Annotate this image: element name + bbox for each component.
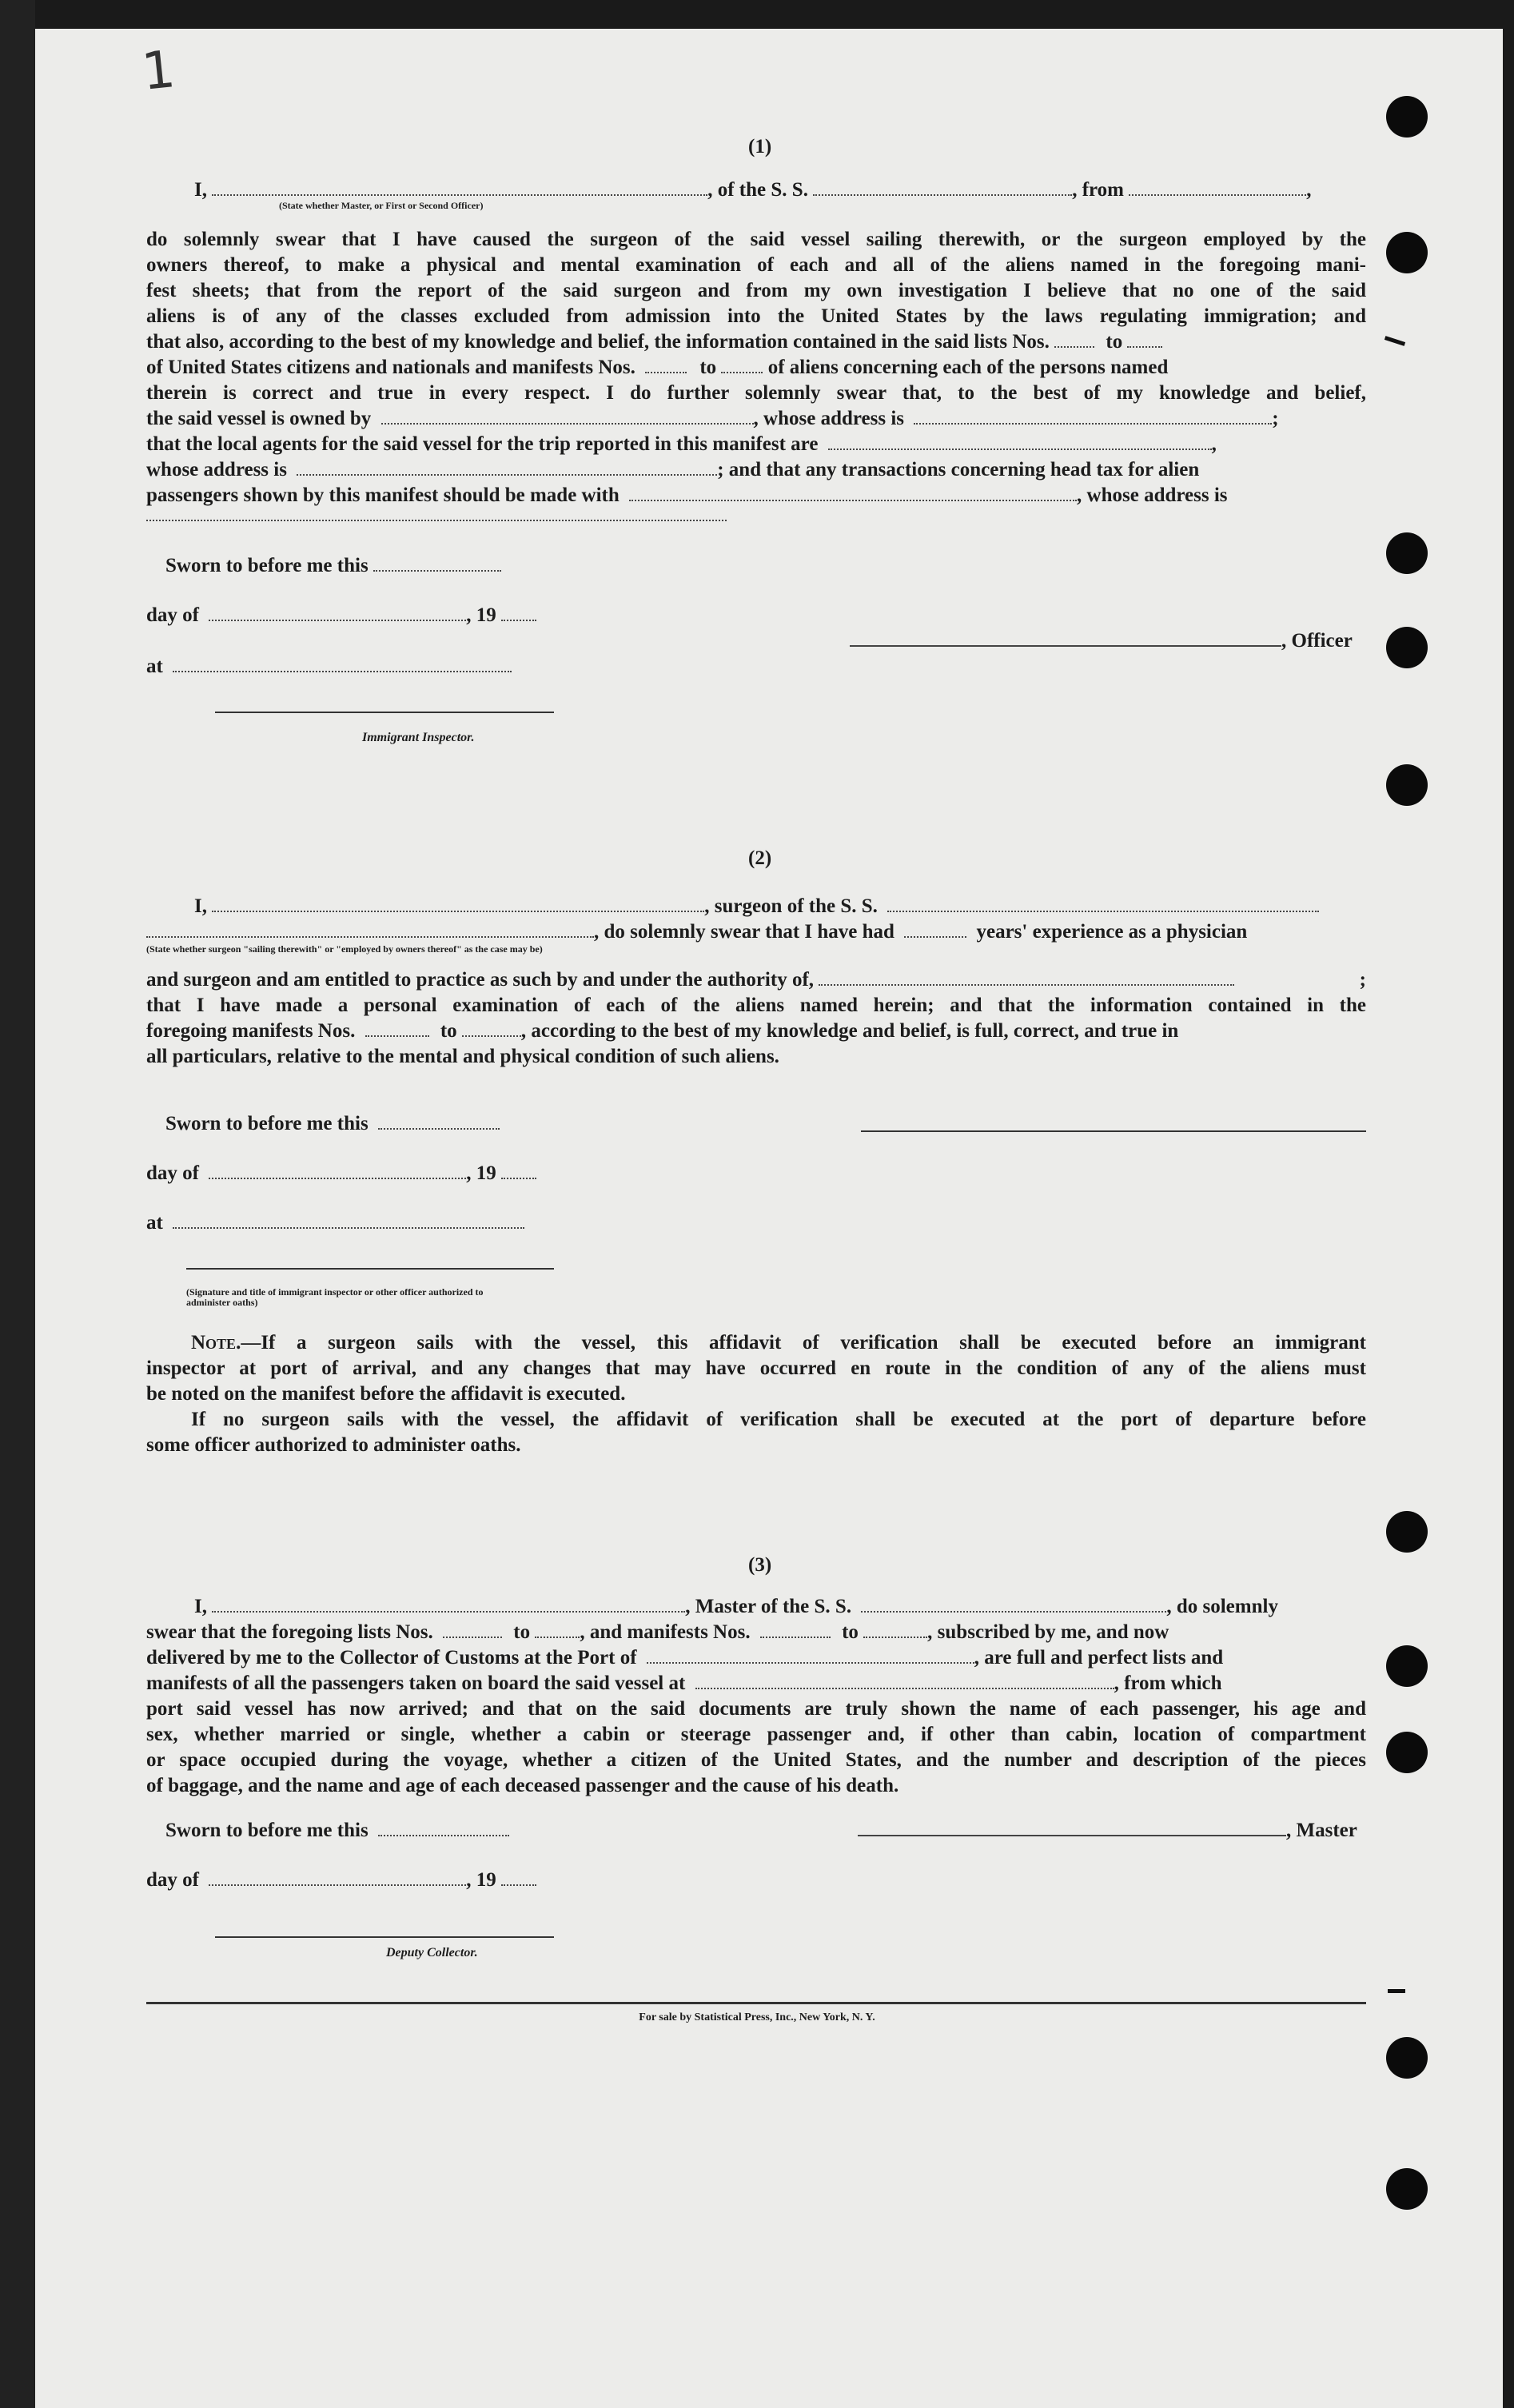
punch-hole	[1386, 96, 1428, 138]
sworn-line: Sworn to before me this	[146, 1818, 1366, 1843]
master-vessel-field[interactable]	[861, 1597, 1166, 1613]
surgeon-vessel-field[interactable]	[887, 896, 1319, 912]
sworn-line: Sworn to before me this	[146, 1111, 1366, 1136]
day-of-field[interactable]	[209, 1163, 466, 1179]
collector-port-line: delivered by me to the Collector of Customs at the Port of , are full and perfect lists and	[146, 1647, 1224, 1668]
master-text-line: sex, whether married or single, whether a cabin or steerage passenger and, if other than cabin, location of compartment	[146, 1724, 1366, 1745]
head-tax-agent-field[interactable]	[629, 485, 1077, 501]
manifest-from-field[interactable]	[760, 1622, 831, 1638]
no-surgeon-line: If no surgeon sails with the vessel, the affidavit of verification shall be executed at the port of departure before	[191, 1409, 1366, 1430]
oath-text-line: therein is correct and true in every respect. I do further solemnly swear that, to the best of my knowledge and belief,	[146, 382, 1366, 404]
officer-title-note: (State whether Master, or First or Second Officer)	[279, 200, 484, 211]
at-line: at	[146, 654, 1366, 679]
lists-line: swear that the foregoing lists Nos. to , and manifests Nos. to , subscribed by me, and now	[146, 1621, 1169, 1643]
footer-rule	[146, 2002, 1366, 2004]
manifest-to-field[interactable]	[721, 357, 763, 373]
section-1-number: (1)	[748, 136, 772, 157]
label: I,	[194, 179, 207, 201]
master-text-line: or space occupied during the voyage, whether a citizen of the United States, and the number and description of the pieces	[146, 1749, 1366, 1771]
officer-title-field[interactable]	[212, 180, 707, 196]
surgeon-text-line: that I have made a personal examination of each of the aliens named herein; and that the information contained in the	[146, 995, 1366, 1016]
oath-text-line: owners thereof, to make a physical and mental examination of each and all of the aliens named in the foregoing mani-	[146, 254, 1366, 276]
scan-mark	[1388, 1989, 1405, 1993]
label: ,	[1306, 179, 1312, 201]
year-field[interactable]	[501, 605, 536, 621]
punch-hole	[1386, 1645, 1428, 1687]
surgeon-manifests-line: foregoing manifests Nos. to , according to the best of my knowledge and belief, is full, correct, and true in	[146, 1020, 1179, 1042]
punch-hole	[1386, 232, 1428, 273]
at-place-field[interactable]	[173, 656, 512, 672]
departure-port-field[interactable]	[1129, 180, 1306, 196]
head-tax-address-field[interactable]	[146, 520, 727, 521]
collector-signature-field[interactable]	[215, 1936, 554, 1938]
year-field[interactable]	[501, 1870, 536, 1886]
lists-to-field[interactable]	[535, 1622, 580, 1638]
sworn-date-field[interactable]	[378, 1820, 509, 1836]
no-surgeon-line: some officer authorized to administer oaths.	[146, 1434, 521, 1456]
embark-port-field[interactable]	[695, 1673, 1114, 1689]
years-experience-field[interactable]	[904, 922, 966, 938]
agent-address-line: whose address is ; and that any transactions concerning head tax for alien	[146, 459, 1200, 480]
day-of-field[interactable]	[209, 1870, 466, 1886]
note-line: Note.—If a surgeon sails with the vessel, this affidavit of verification shall be executed before an immigrant	[191, 1332, 1366, 1354]
vessel-name-field[interactable]	[813, 180, 1072, 196]
lists-to-field[interactable]	[1127, 332, 1162, 348]
master-oath-line	[146, 177, 1366, 202]
manifest-from-field[interactable]	[645, 357, 687, 373]
collector-caption: Deputy Collector.	[386, 1946, 478, 1959]
section-3-number: (3)	[748, 1554, 772, 1576]
master-text-line: port said vessel has now arrived; and that on the said documents are truly shown the name of each passenger, his age and	[146, 1698, 1366, 1720]
day-of-line: day of , 19	[146, 1161, 1366, 1186]
master-signature-line: , Master	[858, 1818, 1366, 1843]
at-place-field[interactable]	[173, 1213, 524, 1229]
owner-field[interactable]	[381, 409, 754, 425]
owner-line: the said vessel is owned by , whose address is ;	[146, 408, 1279, 429]
label: , from	[1072, 179, 1124, 201]
note-line: inspector at port of arrival, and any changes that may have occurred en route in the condition of any of the aliens must	[146, 1357, 1366, 1379]
witness-signature-note: (Signature and title of immigrant inspector or other officer authorized to administer oaths)	[186, 1286, 484, 1308]
citizens-line: of United States citizens and nationals and manifests Nos. to of aliens concerning each of the persons named	[146, 357, 1169, 378]
punch-hole	[1386, 764, 1428, 806]
day-of-field[interactable]	[209, 605, 466, 621]
day-of-line: day of , 19	[146, 603, 1366, 628]
surgeon-status-note: (State whether surgeon "sailing therewith" or "employed by owners thereof" as the case may be)	[146, 943, 543, 955]
section-2-number: (2)	[748, 847, 772, 869]
surgeon-experience-line: , do solemnly swear that I have had years' experience as a physician	[146, 919, 1366, 944]
oath-text-line: aliens is of any of the classes excluded from admission into the United States by the laws regulating immigration; and	[146, 305, 1366, 327]
master-text-line: of baggage, and the name and age of each deceased passenger and the cause of his death.	[146, 1775, 899, 1796]
note-line: be noted on the manifest before the affidavit is executed.	[146, 1383, 626, 1405]
at-line: at	[146, 1210, 1366, 1235]
surgeon-text-line: all particulars, relative to the mental and physical condition of such aliens.	[146, 1046, 779, 1067]
agents-field[interactable]	[828, 434, 1212, 450]
embark-port-line: manifests of all the passengers taken on board the said vessel at , from which	[146, 1672, 1222, 1694]
officer-signature-field[interactable]	[850, 631, 1281, 647]
authority-field[interactable]	[819, 970, 1234, 986]
surgeon-line: I, , surgeon of the S. S.	[146, 894, 1366, 919]
punch-hole	[1386, 627, 1428, 668]
agent-address-field[interactable]	[297, 460, 717, 476]
owner-address-field[interactable]	[914, 409, 1272, 425]
witness-signature-field[interactable]	[186, 1268, 554, 1270]
agents-line: that the local agents for the said vessel for the trip reported in this manifest are ,	[146, 433, 1217, 455]
lists-from-field[interactable]	[443, 1622, 502, 1638]
sworn-date-field[interactable]	[373, 556, 501, 572]
surgeon-status-field[interactable]	[146, 922, 594, 938]
lists-line: that also, according to the best of my knowledge and belief, the information contained in the said lists Nos. to	[146, 329, 1366, 354]
printer-footer: For sale by Statistical Press, Inc., New York, N. Y.	[639, 2011, 875, 2023]
punch-hole	[1386, 532, 1428, 574]
sworn-line: Sworn to before me this	[146, 553, 1366, 578]
scan-edge	[0, 0, 35, 2408]
inspector-caption: Immigrant Inspector.	[362, 731, 475, 744]
page-mark: 1	[139, 40, 178, 102]
oath-text-line: do solemnly swear that I have caused the surgeon of the said vessel sailing therewith, or the surgeon employed by the	[146, 229, 1366, 250]
day-of-line: day of , 19	[146, 1868, 1366, 1892]
authority-line: and surgeon and am entitled to practice as such by and under the authority of, ;	[146, 969, 1366, 991]
punch-hole	[1386, 1732, 1428, 1773]
label: , of the S. S.	[707, 179, 808, 201]
inspector-signature-field[interactable]	[215, 712, 554, 713]
officer-signature-line: , Officer	[850, 628, 1366, 653]
surgeon-name-field[interactable]	[212, 896, 704, 912]
surgeon-manifest-to-field[interactable]	[462, 1021, 521, 1037]
manifest-to-field[interactable]	[863, 1622, 927, 1638]
master-signature-field[interactable]	[858, 1820, 1286, 1836]
collector-port-field[interactable]	[647, 1648, 974, 1664]
sworn-date-field[interactable]	[378, 1114, 500, 1130]
oath-text-line: fest sheets; that from the report of the said surgeon and from my own investigation I believe that no one of the said	[146, 280, 1366, 301]
surgeon-signature-field[interactable]	[861, 1130, 1366, 1132]
surgeon-manifest-from-field[interactable]	[365, 1021, 429, 1037]
punch-hole	[1386, 2168, 1428, 2210]
lists-from-field[interactable]	[1054, 332, 1094, 348]
year-field[interactable]	[501, 1163, 536, 1179]
punch-hole	[1386, 1511, 1428, 1553]
head-tax-line: passengers shown by this manifest should be made with , whose address is	[146, 484, 1228, 506]
master-name-field[interactable]	[212, 1597, 685, 1613]
master-line: I, , Master of the S. S. , do solemnly	[194, 1596, 1278, 1617]
punch-hole	[1386, 2037, 1428, 2079]
